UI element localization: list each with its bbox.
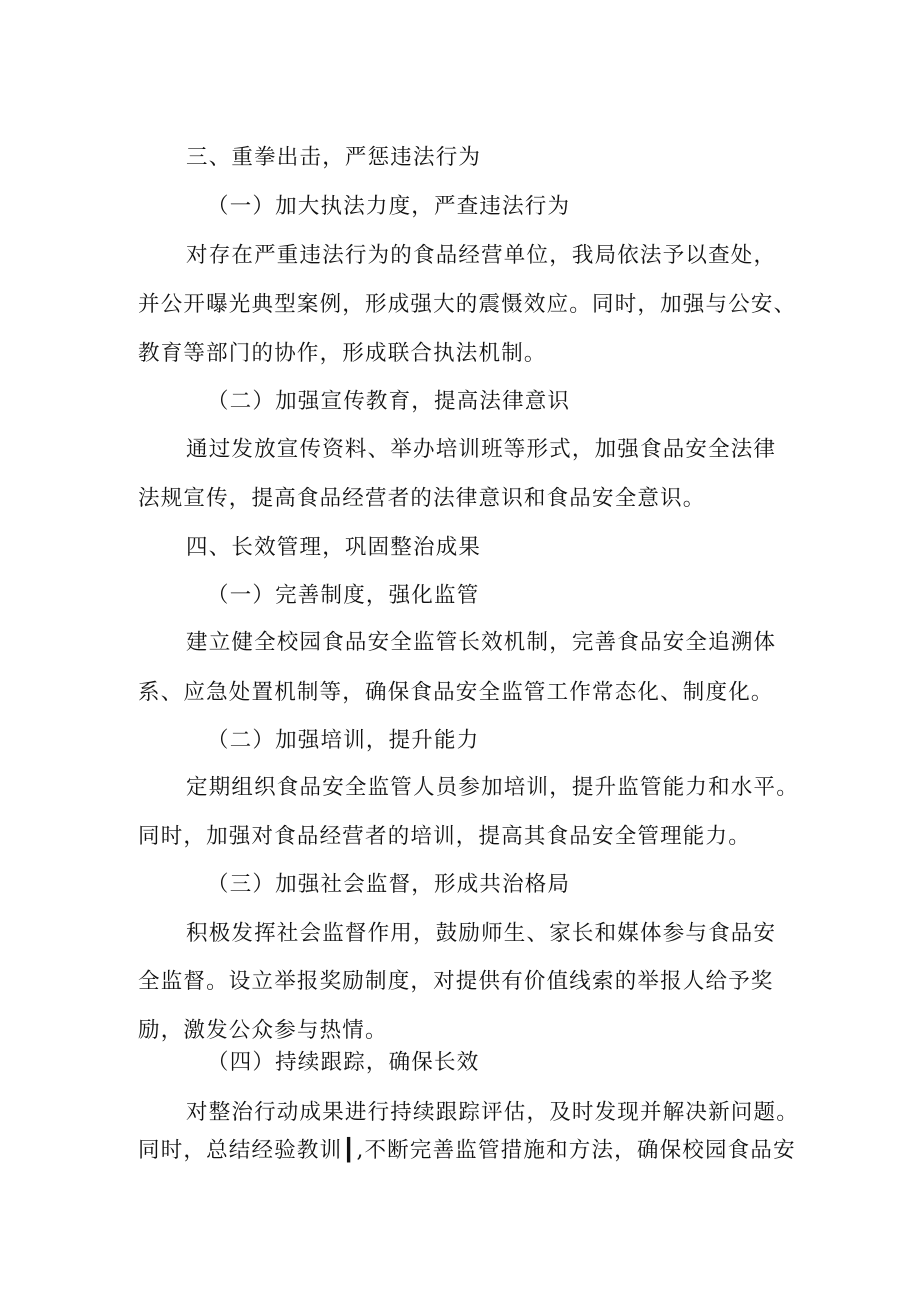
paragraph-line: 定期组织食品安全监管人员参加培训，提升监管能力和水平。 xyxy=(186,775,799,800)
section-3-heading: 三、重拳出击，严惩违法行为 xyxy=(186,145,482,170)
section-4-sub-2-heading: （二）加强培训，提升能力 xyxy=(207,728,480,753)
paragraph-line: 并公开曝光典型案例，形成强大的震慑效应。同时，加强与公安、 xyxy=(138,292,797,317)
paragraph-line: 全监督。设立举报奖励制度，对提供有价值线索的举报人给予奖 xyxy=(138,969,774,994)
section-3-sub-2-heading: （二）加强宣传教育，提高法律意识 xyxy=(207,389,571,414)
section-4-sub-1-heading: （一）完善制度，强化监管 xyxy=(207,583,480,608)
paragraph-line: 励，激发公众参与热情。 xyxy=(138,1018,388,1043)
paragraph-line: 积极发挥社会监督作用，鼓励师生、家长和媒体参与食品安 xyxy=(186,921,777,946)
section-4-sub-4-heading: （四）持续跟踪，确保长效 xyxy=(207,1050,480,1075)
paragraph-line: 系、应急处置机制等，确保食品安全监管工作常态化、制度化。 xyxy=(138,680,774,705)
section-3-sub-1-heading: （一）加大执法力度，严查违法行为 xyxy=(207,194,571,219)
paragraph-line: 通过发放宣传资料、举办培训班等形式，加强食品安全法律 xyxy=(186,437,777,462)
paragraph-line: 同时，总结经验教训┃,不断完善监管措施和方法，确保校园食品安 xyxy=(138,1138,796,1163)
paragraph-line: 同时，加强对食品经营者的培训，提高其食品安全管理能力。 xyxy=(138,824,751,849)
paragraph-line: 建立健全校园食品安全监管长效机制，完善食品安全追溯体 xyxy=(186,630,777,655)
section-4-heading: 四、长效管理，巩固整治成果 xyxy=(186,535,482,560)
paragraph-line: 法规宣传，提高食品经营者的法律意识和食品安全意识。 xyxy=(138,486,706,511)
section-4-sub-3-heading: （三）加强社会监督，形成共治格局 xyxy=(207,872,571,897)
paragraph-line: 对存在严重违法行为的食品经营单位，我局依法予以查处， xyxy=(186,243,777,268)
paragraph-line: 教育等部门的协作，形成联合执法机制。 xyxy=(138,341,547,366)
paragraph-line: 对整治行动成果进行持续跟踪评估，及时发现并解决新问题。 xyxy=(186,1100,799,1125)
